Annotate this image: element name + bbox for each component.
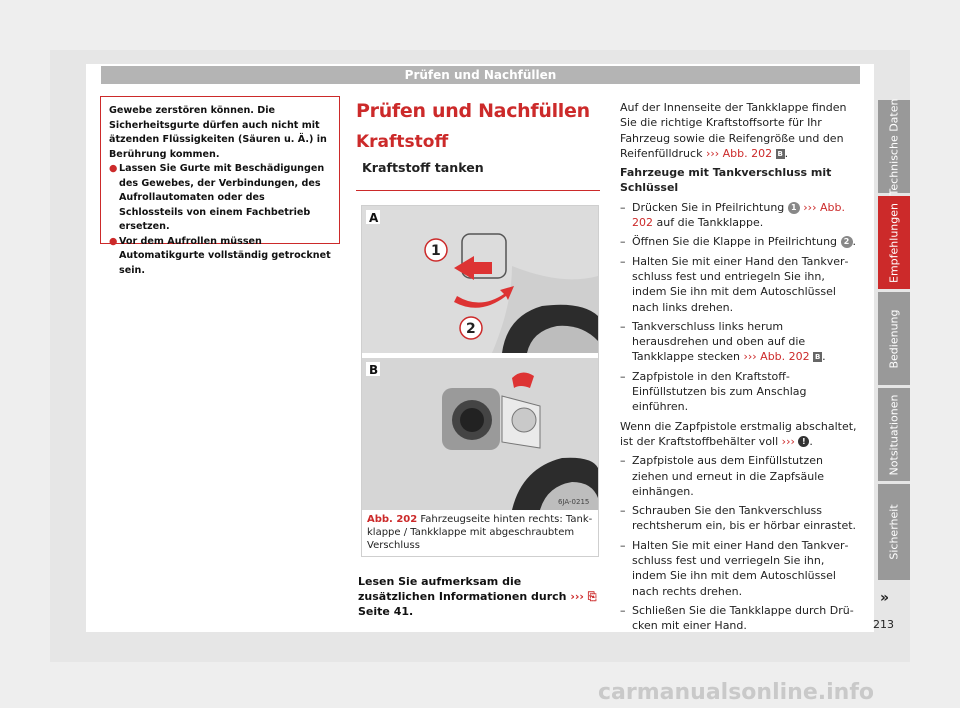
tab-notsituationen[interactable]: Notsituationen	[878, 388, 910, 481]
read-more-note: Lesen Sie aufmerksam die zusätzlichen Informationen durch ››› ⎘ Seite 41.	[358, 575, 597, 618]
figure-link[interactable]: Abb. 202	[722, 146, 773, 160]
instructions-column	[620, 100, 860, 634]
tab-bedienung[interactable]: Bedienung	[878, 292, 910, 385]
callout-icon: 1	[788, 202, 800, 214]
heading-rule	[356, 190, 600, 191]
warning-icon: !	[798, 436, 809, 447]
step: – Schließen Sie die Tankklappe durch Drücken mit einer Hand.	[620, 603, 854, 633]
figure-image-a	[362, 206, 598, 353]
continue-icon: »	[880, 590, 890, 606]
warning-box	[100, 96, 340, 276]
step: – Schrauben Sie den Tankverschluss rechtsherum ein, bis er hörbar einrastet.	[620, 504, 857, 533]
caption-text: Fahrzeugseite hinten rechts: Tankklappe / Tankklappe mit abgeschraubtem Verschluss	[367, 514, 593, 551]
arrows: ›››	[570, 590, 584, 603]
callout-1: 1	[431, 243, 441, 259]
figure-b-icon: B	[777, 149, 783, 158]
figure-b-icon: B	[814, 353, 821, 362]
tab-sicherheit[interactable]: Sicherheit	[878, 484, 910, 580]
section-subsubtitle: Kraftstoff tanken	[362, 160, 484, 175]
warning-bullet: ● Lassen Sie Gurte mit Beschädigungen des Gewebes, der Verbindungen, des Aufrollautomaten oder des Schlossteils von einem Fachbetrieb ersetzen.	[109, 162, 331, 235]
bullet-icon: ●	[109, 163, 118, 174]
step: – Öffnen Sie die Klappe in Pfeilrichtung 2 .	[620, 235, 857, 249]
figure-link[interactable]: Abb. 202	[632, 200, 845, 230]
section-title: Prüfen und Nachfüllen	[356, 100, 590, 122]
main-heading-block	[356, 96, 600, 175]
figure-link[interactable]: Abb. 202	[760, 350, 810, 364]
figure-code: 6JA-0215	[558, 498, 590, 506]
section-subtitle: Kraftstoff	[356, 132, 449, 152]
callout-2: 2	[466, 321, 476, 337]
label-a: A	[369, 211, 379, 225]
steps-heading: Fahrzeuge mit Tankverschluss mit Schlüssel	[620, 166, 832, 195]
figure-image-b	[362, 358, 598, 510]
step: – Zapfpistole in den Kraftstoff-Einfüllstutzen bis zum Anschlag einführen.	[620, 369, 807, 414]
step: – Halten Sie mit einer Hand den Tankverschluss fest und entriegeln Sie ihn, indem Sie ihn mit dem Autoschlüssel nach links drehen.	[620, 254, 849, 314]
warning-bullet: ● Vor dem Aufrollen müssen Automatikgurte vollständig getrocknet sein.	[109, 235, 331, 279]
book-icon: ⎘	[587, 590, 597, 603]
page-link[interactable]: Seite 41.	[358, 605, 414, 618]
page-number: 213	[873, 618, 894, 631]
tab-technische-daten[interactable]: Technische Daten	[878, 100, 910, 193]
bullet-icon: ●	[109, 235, 118, 247]
step: – Zapfpistole aus dem Einfüllstutzen ziehen und erneut in die Zapfsäule einhängen.	[620, 454, 825, 498]
watermark: carmanualsonline.info	[598, 680, 874, 705]
warning-intro: Gewebe zerstören können. Die Sicherheitsgurte dürfen auch nicht mit ätzenden Flüssigkeiten (Säuren u. Ä.) in Berührung kommen.	[109, 105, 327, 160]
figure-caption	[367, 513, 595, 552]
note-paragraph: Wenn die Zapfpistole erstmalig abschaltet, ist der Kraftstoffbehälter voll ››› ! .	[620, 419, 857, 448]
intro-paragraph: Auf der Innenseite der Tankklappe finden Sie die richtige Kraftstoffsorte für Ihr Fahrzeug sowie die Reifengröße und den Reifenfülldruck ››› Abb. 202 B .	[620, 101, 847, 160]
caption-label: Abb. 202	[367, 514, 418, 525]
step: – Tankverschluss links herum herausdrehen und oben auf die Tankklappe stecken ››› Abb. 202 B .	[620, 319, 826, 364]
label-b: B	[369, 363, 379, 377]
tab-empfehlungen[interactable]: Empfehlungen	[878, 196, 910, 289]
step: – Drücken Sie in Pfeilrichtung 1 ››› Abb. 202 auf die Tankklappe.	[620, 200, 845, 230]
page-header: Prüfen und Nachfüllen	[101, 66, 860, 84]
step: – Halten Sie mit einer Hand den Tankverschluss fest und verriegeln Sie ihn, indem Sie ihn mit dem Autoschlüssel nach rechts drehen.	[620, 538, 849, 598]
callout-icon: 2	[841, 236, 853, 248]
